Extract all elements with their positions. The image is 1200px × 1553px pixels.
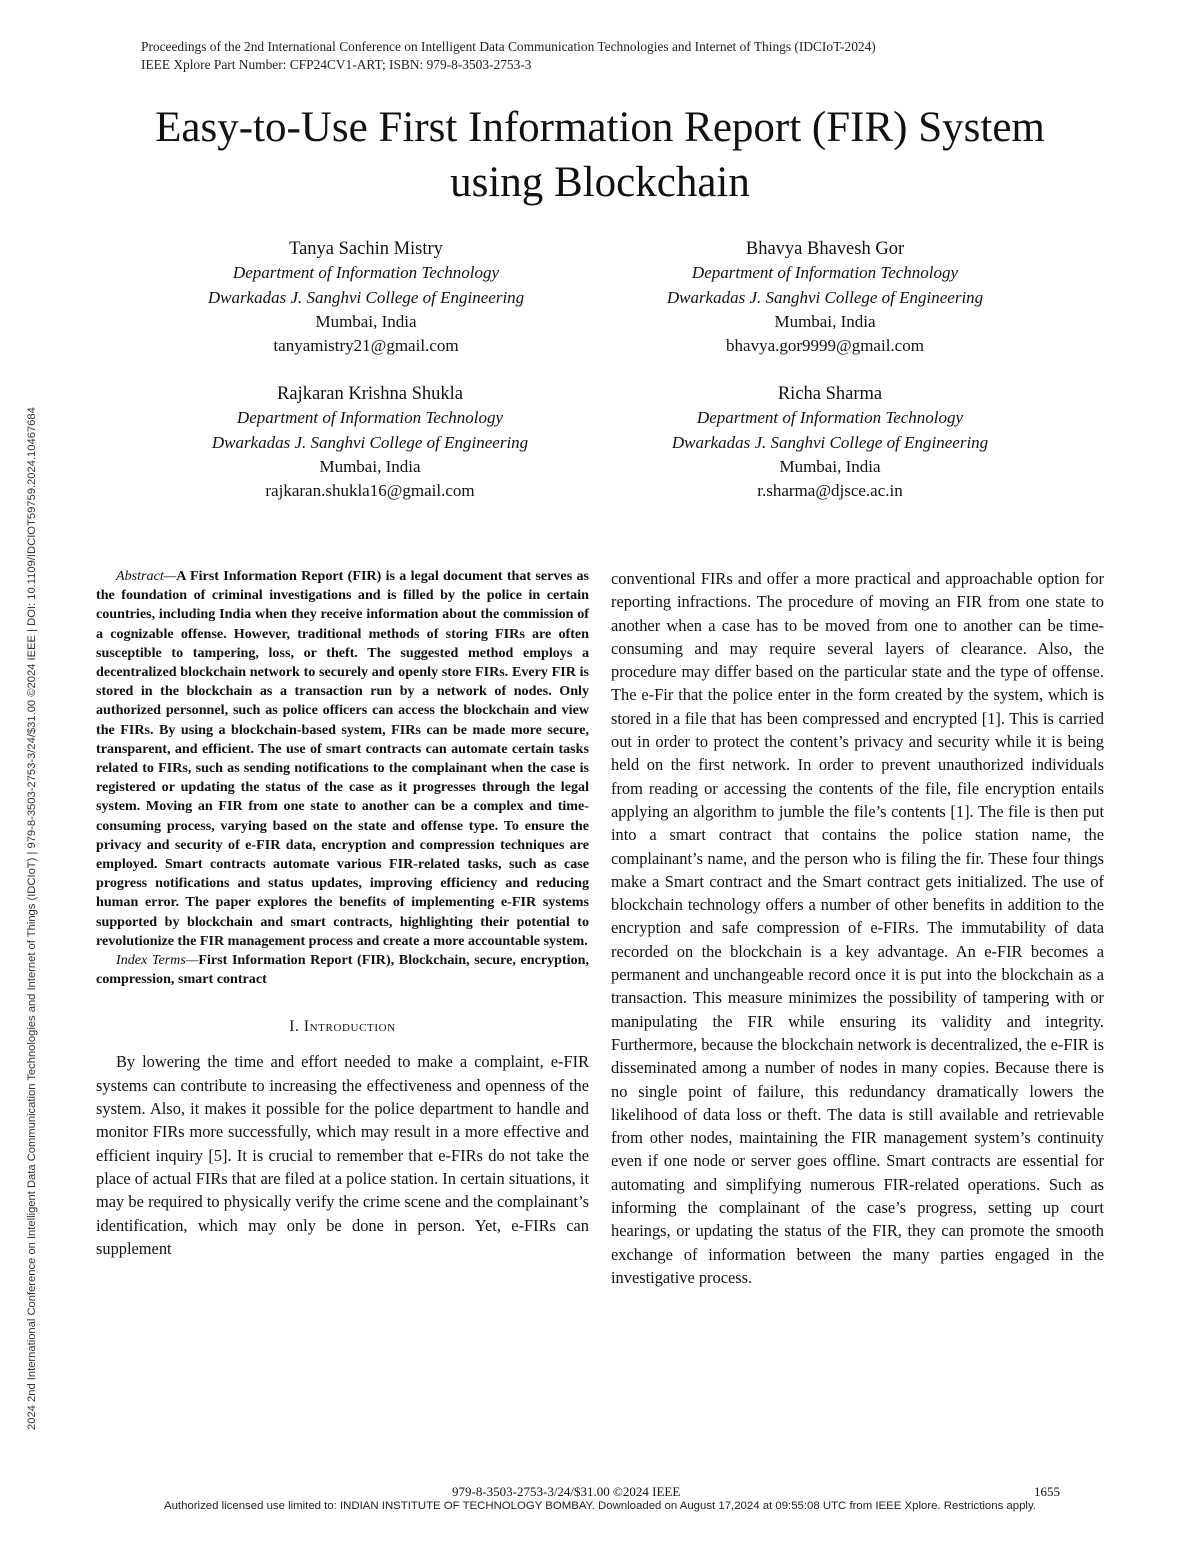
author-department: Department of Information Technology — [232, 263, 500, 283]
author-block-2 — [585, 237, 1065, 358]
title-line-2: using Blockchain — [450, 159, 750, 206]
author-college: Dwarkadas J. Sanghvi College of Engineering — [207, 287, 525, 307]
right-column — [611, 567, 1104, 1289]
author-college: Dwarkadas J. Sanghvi College of Engineering — [211, 432, 529, 452]
side-doi-identifier: 2024 2nd International Conference on Intelligent Data Communication Technologies and Internet of Things (IDCIoT) | 979-8-3503-2753-3/24/$31.00 ©2024 IEEE | DOI: 10.1109/IDCIOT59759.2024.10467684 — [26, 407, 38, 1430]
section-heading-introduction: I. Introduction — [289, 1018, 396, 1036]
author-block-1 — [126, 237, 606, 358]
paper-title — [60, 100, 1140, 210]
author-email: tanyamistry21@gmail.com — [273, 336, 459, 356]
author-email: r.sharma@djsce.ac.in — [757, 481, 903, 501]
index-terms — [96, 951, 589, 989]
left-column — [96, 567, 589, 1260]
abstract — [96, 567, 589, 951]
part-number-line: IEEE Xplore Part Number: CFP24CV1-ART; ISBN: 979-8-3503-2753-3 — [141, 57, 532, 72]
right-column-paragraph: conventional FIRs and offer a more practical and approachable option for reporting infractions. The procedure of moving an FIR from one state to another when a case has to be moved from one to another can be time-consuming and may require several layers of clearance. Also, the procedure may differ based on the particular state and the type of offense. The e-Fir that the police enter in the form created by the system, which is stored in a file that has been compressed and encrypted [1]. This is carried out in order to protect the content’s privacy and security while it is being held on the first network. In order to prevent unauthorized individuals from reading or accessing the contents of the file, file encryption entails applying an algorithm to jumble the file’s contents [1]. The file is then put into a smart contract that contains the police station name, the complainant’s name, and the person who is filing the fir. These four things make a Smart contract and the Smart contract gets initialized. The use of blockchain technology offers a number of other benefits in addition to the encryption and safe compression of e-FIRs. The immutability of data recorded on the blockchain is a key advantage. An e-FIR becomes a permanent and unchangeable record once it is put into the blockchain as a transaction. This measure minimizes the possibility of tampering with or manipulating the FIR while ensuring its validity and integrity. Furthermore, because the blockchain network is decentralized, the e-FIR is disseminated among a number of nodes in many copies. Because there is no single point of failure, this redundancy dramatically lowers the likelihood of data loss or theft. The data is still available and retrievable from other nodes, maintaining the FIR management system’s continuity even if one node or server goes offline. Smart contracts are essential for automating and simplifying numerous FIR-related operations. Such as informing the complainant of the case’s progress, setting up court hearings, or updating the status of the FIR, they can promote the smooth exchange of information between the many parties engaged in the investigative process. — [611, 569, 1104, 1287]
title-line-1: Easy-to-Use First Information Report (FIR) System — [155, 104, 1045, 151]
abstract-lead: Abstract— — [116, 568, 177, 584]
author-name: Richa Sharma — [777, 384, 883, 404]
author-department: Department of Information Technology — [236, 408, 504, 428]
author-college: Dwarkadas J. Sanghvi College of Engineering — [671, 432, 989, 452]
introduction-paragraph: By lowering the time and effort needed to make a complaint, e-FIR systems can contribute to increasing the effectiveness and openness of the system. Also, it makes it possible for the police department to handle and monitor FIRs more successfully, which may result in a more effective and efficient inquiry [5]. It is crucial to remember that e-FIRs do not take the place of actual FIRs that are filed at a police station. In certain situations, it may be required to physically verify the crime scene and the complainant’s identification, which may only be done in person. Yet, e-FIRs can supplement — [96, 1052, 589, 1258]
footer-copyright: 979-8-3503-2753-3/24/$31.00 ©2024 IEEE — [452, 1484, 681, 1499]
license-notice: Authorized licensed use limited to: INDIAN INSTITUTE OF TECHNOLOGY BOMBAY. Downloaded on August 17,2024 at 09:55:08 UTC from IEEE Xplore. Restrictions apply. — [164, 1500, 1036, 1512]
author-location: Mumbai, India — [779, 456, 881, 476]
author-location: Mumbai, India — [319, 456, 421, 476]
author-college: Dwarkadas J. Sanghvi College of Engineering — [666, 287, 984, 307]
page-number: 1655 — [1034, 1484, 1060, 1499]
author-department: Department of Information Technology — [696, 408, 964, 428]
abstract-text: A First Information Report (FIR) is a legal document that serves as the foundation of criminal investigations and is filled by the police in certain countries, including India when they receive information about the commission of a cognizable offense. However, traditional methods of storing FIRs are often susceptible to tampering, loss, or theft. The suggested method employs a decentralized blockchain network to securely and openly store FIRs. Every FIR is stored in the blockchain as a transaction run by a network of nodes. Only authorized personnel, such as police officers can access the blockchain and view the FIRs. By using a blockchain-based system, FIRs can be made more secure, transparent, and efficient. The use of smart contracts can automate certain tasks related to FIRs, such as sending notifications to the complainant when the case is registered or updating the status of the case as it progresses through the legal system. Moving an FIR from one state to another can be a complex and time-consuming process, varying based on the state and offense type. To ensure the privacy and security of e-FIR data, encryption and compression techniques are employed. Smart contracts automate various FIR-related tasks, such as case progress notifications and status updates, improving efficiency and reducing human error. The paper explores the benefits of implementing e-FIR systems supported by blockchain and smart contracts, highlighting their potential to revolutionize the FIR management process and create a more accountable system. — [96, 568, 589, 949]
author-email: rajkaran.shukla16@gmail.com — [265, 481, 475, 501]
author-name: Bhavya Bhavesh Gor — [745, 239, 905, 259]
author-department: Department of Information Technology — [691, 263, 959, 283]
author-block-4 — [590, 382, 1070, 503]
index-terms-lead: Index Terms— — [116, 952, 199, 969]
running-header — [141, 38, 1101, 74]
index-terms-text: First Information Report (FIR), Blockchain, secure, encryption, compression, smart contract — [96, 952, 589, 988]
author-location: Mumbai, India — [315, 311, 417, 331]
author-email: bhavya.gor9999@gmail.com — [726, 336, 924, 356]
author-name: Rajkaran Krishna Shukla — [277, 384, 463, 404]
proceedings-line: Proceedings of the 2nd International Conference on Intelligent Data Communication Technologies and Internet of Things (IDCIoT-2024) — [141, 39, 876, 54]
author-name: Tanya Sachin Mistry — [289, 239, 443, 259]
author-block-3 — [130, 382, 610, 503]
author-location: Mumbai, India — [774, 311, 876, 331]
